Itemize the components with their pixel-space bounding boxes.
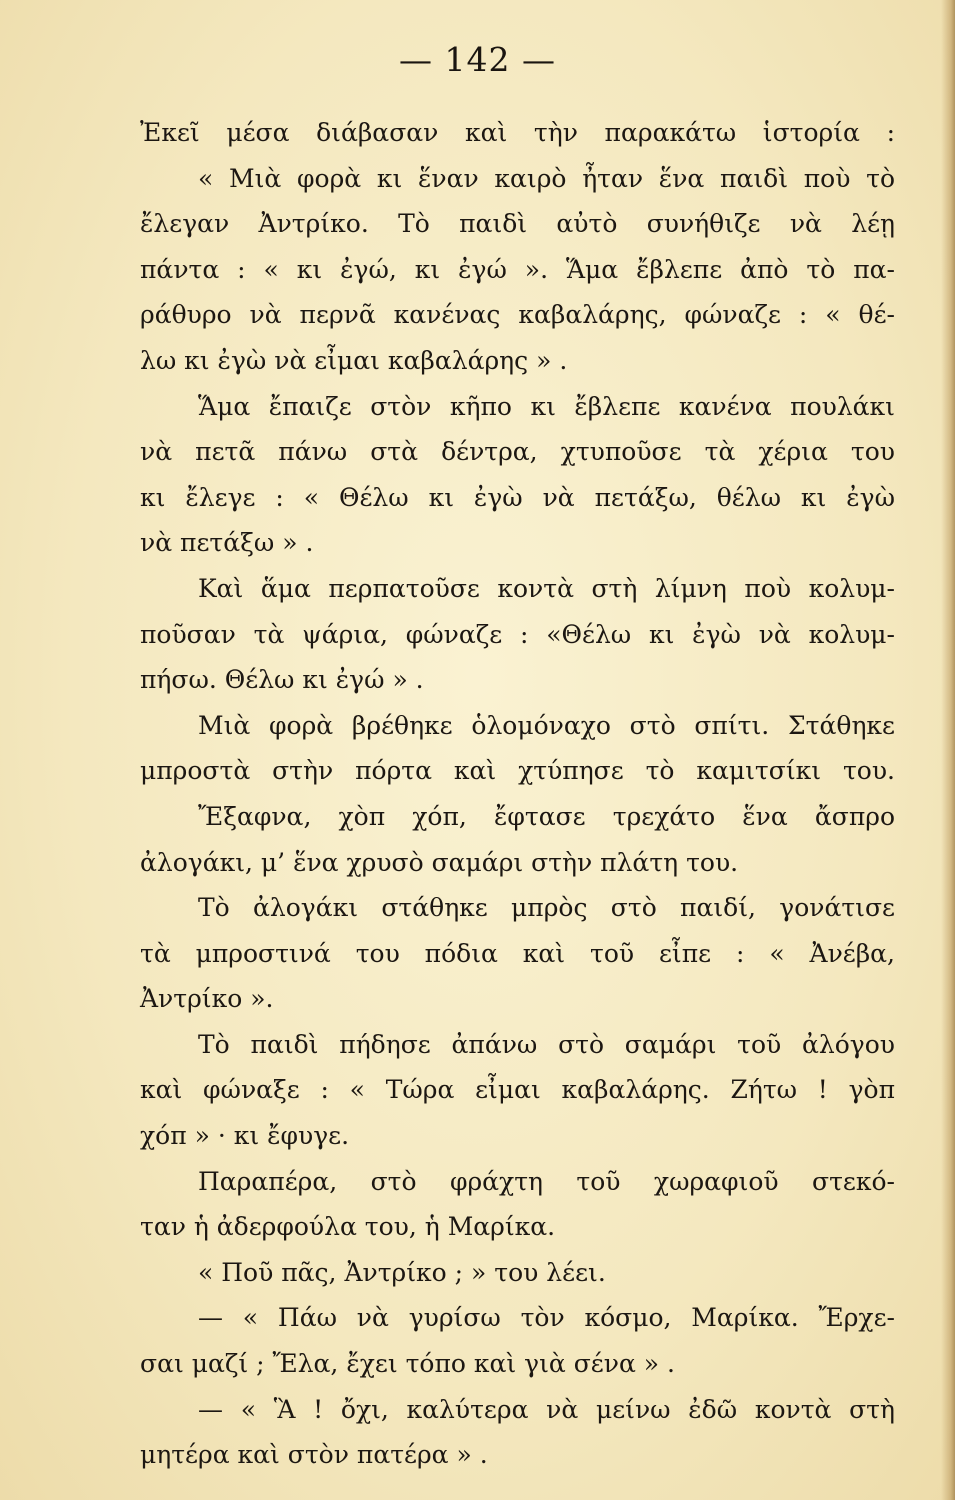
text-line: Ἅμα ἔπαιζε στὸν κῆπο κι ἔβλεπε κανένα πουλάκι xyxy=(198,391,895,421)
text-line: πάντα : « κι ἐγώ, κι ἐγώ ». Ἅμα ἔβλεπε ἀπὸ τὸ πα- xyxy=(140,254,895,284)
text-line: ποῦσαν τὰ ψάρια, φώναζε : «Θέλω κι ἐγὼ νὰ κολυμ- xyxy=(140,619,895,649)
page-number: — 142 — xyxy=(399,40,556,79)
text-line: τὰ μπροστινά του πόδια καὶ τοῦ εἶπε : « Ἀνέβα, xyxy=(140,938,895,968)
text-line: Ἐκεῖ μέσα διάβασαν καὶ τὴν παρακάτω ἱστορία : xyxy=(140,118,895,147)
text-line: καὶ φώναξε : « Τώρα εἶμαι καβαλάρης. Ζήτω ! γὸπ xyxy=(140,1075,895,1105)
text-line: Καὶ ἅμα περπατοῦσε κοντὰ στὴ λίμνη ποὺ κολυμ- xyxy=(198,573,895,603)
text-line: « Μιὰ φορὰ κι ἕναν καιρὸ ἦταν ἕνα παιδὶ ποὺ τὸ xyxy=(198,163,895,193)
text-line: μπροστὰ στὴν πόρτα καὶ χτύπησε τὸ καμιτσίκι του. xyxy=(140,756,895,786)
text-line: κι ἔλεγε : « Θέλω κι ἐγὼ νὰ πετάξω, θέλω κι ἐγὼ xyxy=(140,482,895,512)
text-line: — « Πάω νὰ γυρίσω τὸν κόσμο, Μαρίκα. Ἔρχε- xyxy=(198,1303,895,1333)
text-line: πήσω. Θέλω κι ἐγώ » . xyxy=(140,665,424,695)
text-line: νὰ πετάξω » . xyxy=(140,528,314,558)
text-line: λω κι ἐγὼ νὰ εἶμαι καβαλάρης » . xyxy=(140,345,568,375)
text-line: ἀλογάκι, μ’ ἕνα χρυσὸ σαμάρι στὴν πλάτη του. xyxy=(140,847,739,877)
page-text xyxy=(140,110,895,1478)
text-line: Ἀντρίκο ». xyxy=(140,984,274,1014)
page-edge-shadow xyxy=(941,0,955,1500)
text-line: ταν ἡ ἀδερφούλα του, ἡ Μαρίκα. xyxy=(140,1212,556,1242)
text-line: ἔλεγαν Ἀντρίκο. Τὸ παιδὶ αὐτὸ συνήθιζε νὰ λέῃ xyxy=(140,209,895,239)
text-line: Τὸ ἀλογάκι στάθηκε μπρὸς στὸ παιδί, γονάτισε xyxy=(198,893,895,923)
text-line: Μιὰ φορὰ βρέθηκε ὁλομόναχο στὸ σπίτι. Στάθηκε xyxy=(198,710,895,740)
text-line: σαι μαζί ; Ἔλα, ἔχει τόπο καὶ γιὰ σένα » . xyxy=(140,1349,675,1379)
text-line: μητέρα καὶ στὸν πατέρα » . xyxy=(140,1440,488,1470)
text-line: χόπ » · κι ἔφυγε. xyxy=(140,1121,350,1151)
text-line: Ἔξαφνα, χὸπ χόπ, ἔφτασε τρεχάτο ἕνα ἄσπρο xyxy=(198,801,895,831)
text-line: Τὸ παιδὶ πήδησε ἀπάνω στὸ σαμάρι τοῦ ἀλόγου xyxy=(198,1029,895,1059)
text-line: νὰ πετᾶ πάνω στὰ δέντρα, χτυποῦσε τὰ χέρια του xyxy=(140,437,895,467)
text-line: ράθυρο νὰ περνᾶ κανένας καβαλάρης, φώναζε : « θέ- xyxy=(140,300,895,330)
text-line: Παραπέρα, στὸ φράχτη τοῦ χωραφιοῦ στεκό- xyxy=(198,1166,895,1196)
text-line: — « Ἃ ! ὄχι, καλύτερα νὰ μείνω ἐδῶ κοντὰ στὴ xyxy=(198,1394,895,1424)
text-line: « Ποῦ πᾶς, Ἀντρίκο ; » του λέει. xyxy=(198,1257,606,1287)
